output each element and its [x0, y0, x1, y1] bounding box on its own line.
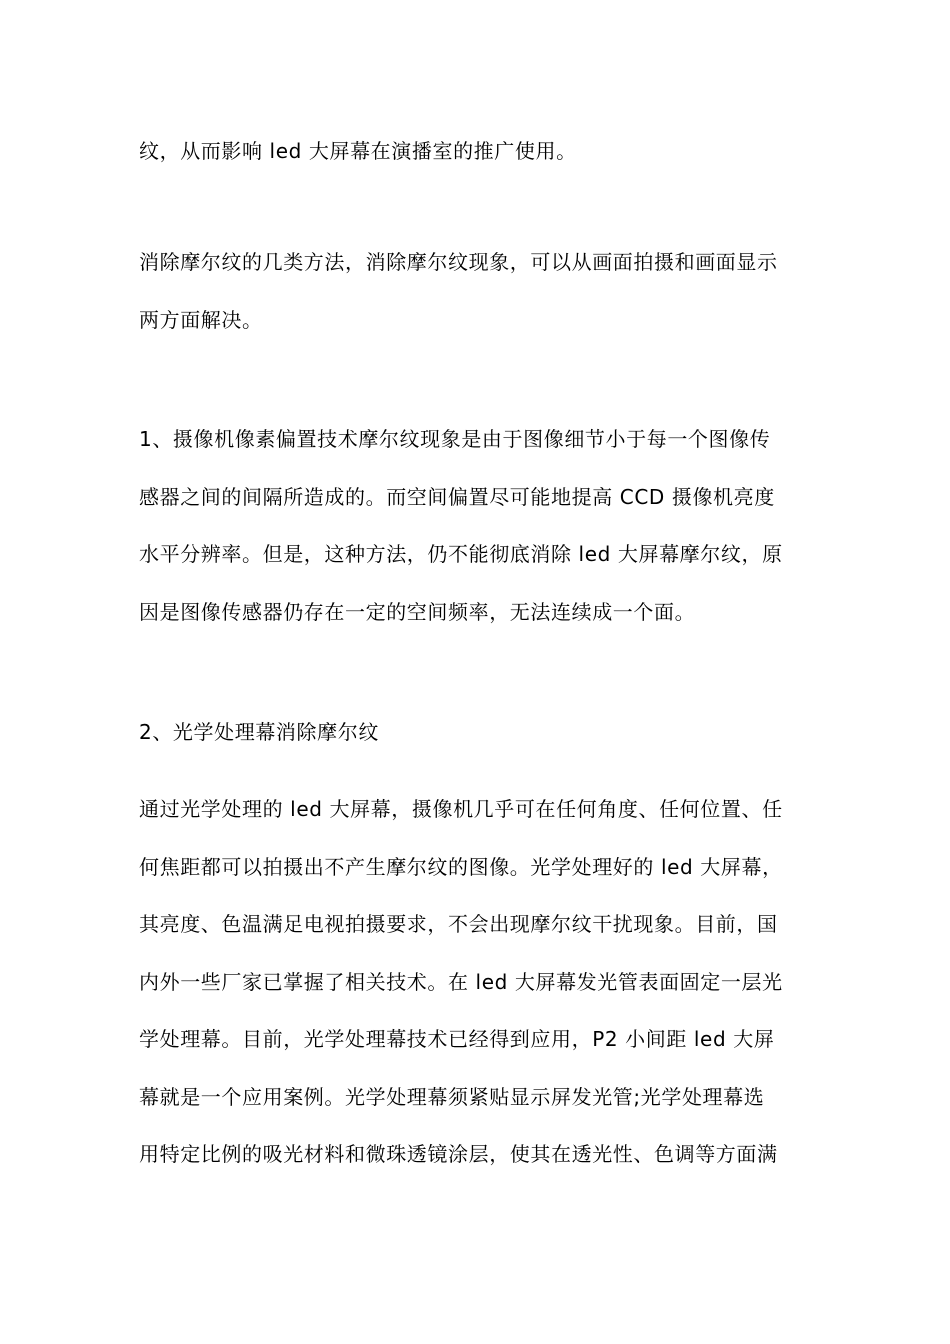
- paragraph-method-2-heading: [139, 704, 801, 762]
- text-line: 用特定比例的吸光材料和微珠透镜涂层，使其在透光性、色调等方面满: [139, 1142, 778, 1166]
- text-line: 何焦距都可以拍摄出不产生摩尔纹的图像。光学处理好的 led 大屏幕，: [139, 854, 783, 879]
- section-heading: 2、光学处理幕消除摩尔纹: [139, 720, 379, 744]
- text-line: 两方面解决。: [139, 307, 263, 332]
- text-line: 水平分辨率。但是，这种方法，仍不能彻底消除 led 大屏幕摩尔纹，原: [139, 542, 783, 566]
- text-line: 幕就是一个应用案例。光学处理幕须紧贴显示屏发光管;光学处理幕选: [139, 1084, 765, 1109]
- paragraph-method-2-body: [139, 781, 801, 1184]
- text-line: 内外一些厂家已掌握了相关技术。在 led 大屏幕发光管表面固定一层光: [139, 969, 783, 994]
- text-line: 感器之间的间隔所造成的。而空间偏置尽可能地提高 CCD 摄像机亮度: [139, 484, 775, 509]
- text-line: 1、摄像机像素偏置技术摩尔纹现象是由于图像细节小于每一个图像传: [139, 427, 771, 451]
- text-line: 通过光学处理的 led 大屏幕，摄像机几乎可在任何角度、任何位置、任: [139, 797, 783, 821]
- text-line: 消除摩尔纹的几类方法，消除摩尔纹现象，可以从画面拍摄和画面显示: [139, 250, 778, 274]
- text-line: 其亮度、色温满足电视拍摄要求，不会出现摩尔纹干扰现象。目前，国: [139, 912, 778, 936]
- text-line: 因是图像传感器仍存在一定的空间频率，无法连续成一个面。: [139, 599, 696, 624]
- paragraph-method-1: [139, 411, 801, 641]
- text-line: 学处理幕。目前，光学处理幕技术已经得到应用，P2 小间距 led 大屏: [139, 1027, 775, 1051]
- paragraph-methods-intro: [139, 234, 801, 349]
- text-line: 纹，从而影响 led 大屏幕在演播室的推广使用。: [139, 139, 577, 163]
- paragraph-continuation: [139, 123, 801, 181]
